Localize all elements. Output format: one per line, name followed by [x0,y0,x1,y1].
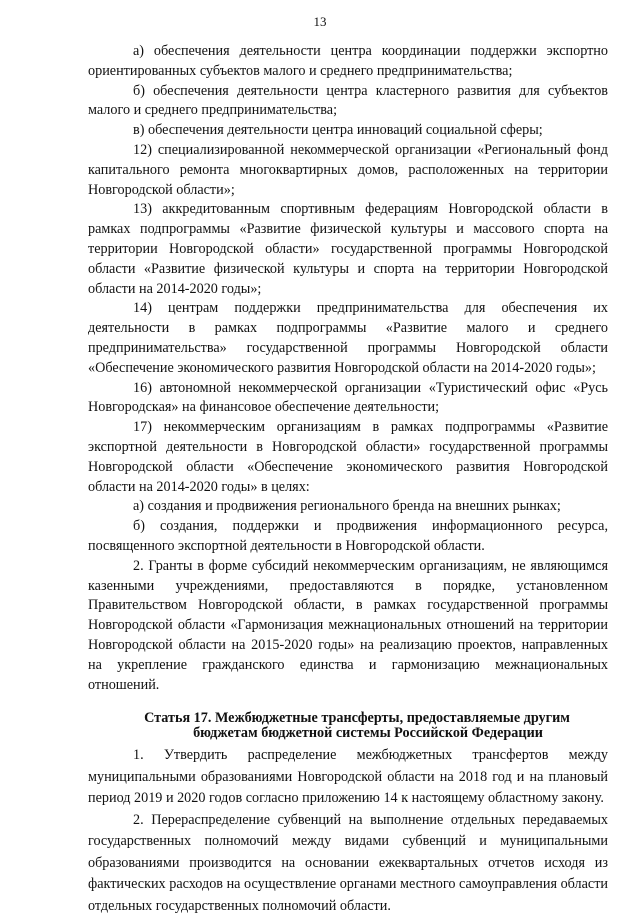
article-paragraph: 2. Перераспределение субвенций на выполнение отдельных передаваемых государственных полномочий между видами субвенций и муниципальными образованиями производится на основании ежеквартальных отчетов исходя из фактических расходов на осуществление органами местного самоуправления области отдельных государственных полномочий области. [88,811,608,914]
paragraph: а) обеспечения деятельности центра координации поддержки экспортно ориентированных субъектов малого и среднего предпринимательства; [88,43,608,79]
paragraph: 2. Гранты в форме субсидий некоммерческим организациям, не являющимся казенными учреждениями, предоставляются в порядке, установленном Правительством Новгородской области, в рамках государственной программы Новгородской области «Гармонизация межнациональных отношений на территории Новгородской области на 2015-2020 годы» на реализацию проектов, направленных на укрепление гражданского единства и гармонизацию межнациональных отношений. [88,557,608,693]
paragraph: 13) аккредитованным спортивным федерациям Новгородской области в рамках подпрограммы «Развитие физической культуры и массового спорта на территории Новгородской области» государственной программы Новгородской области «Развитие физической культуры и спорта на территории Новгородской области на 2014-2020 годы»; [88,201,608,297]
paragraph: б) обеспечения деятельности центра кластерного развития для субъектов малого и среднего предпринимательства; [88,82,608,119]
article-heading-line1: Статья 17. Межбюджетные трансферты, предоставляемые другим [144,710,570,727]
article-heading-line2: бюджетам бюджетной системы Российской Федерации [193,725,543,742]
document-body [88,42,608,917]
paragraph: 16) автономной некоммерческой организации «Туристический офис «Русь Новгородская» на финансовое обеспечение деятельности; [88,379,608,416]
paragraph: 14) центрам поддержки предпринимательства для обеспечения их деятельности в рамках подпрограммы «Развитие малого и среднего предпринимательства» государственной программы Новгородской области «Обеспечение экономического развития Новгородской области на 2014-2020 годы»; [88,300,608,376]
section-gap [88,695,608,711]
article-heading [88,711,608,741]
paragraph: 12) специализированной некоммерческой организации «Региональный фонд капитального ремонта многоквартирных домов, расположенных на территории Новгородской области»; [88,141,608,198]
page-number: 13 [313,14,327,29]
paragraph: 17) некоммерческим организациям в рамках подпрограммы «Развитие экспортной деятельности в Новгородской области» государственной программы Новгородской области «Обеспечение экономического развития Новгородской области на 2014-2020 годы» в целях: [88,419,608,495]
paragraph: б) создания, поддержки и продвижения информационного ресурса, посвященного экспортной деятельности в Новгородской области. [88,518,608,554]
paragraph: а) создания и продвижения регионального бренда на внешних рынках; [133,498,561,515]
article-paragraph: 1. Утвердить распределение межбюджетных трансфертов между муниципальными образованиями Новгородской области на 2018 год и на плановый период 2019 и 2020 годов согласно приложению 14 к настоящему областному закону. [88,747,608,807]
paragraph: в) обеспечения деятельности центра инноваций социальной сферы; [133,122,543,139]
